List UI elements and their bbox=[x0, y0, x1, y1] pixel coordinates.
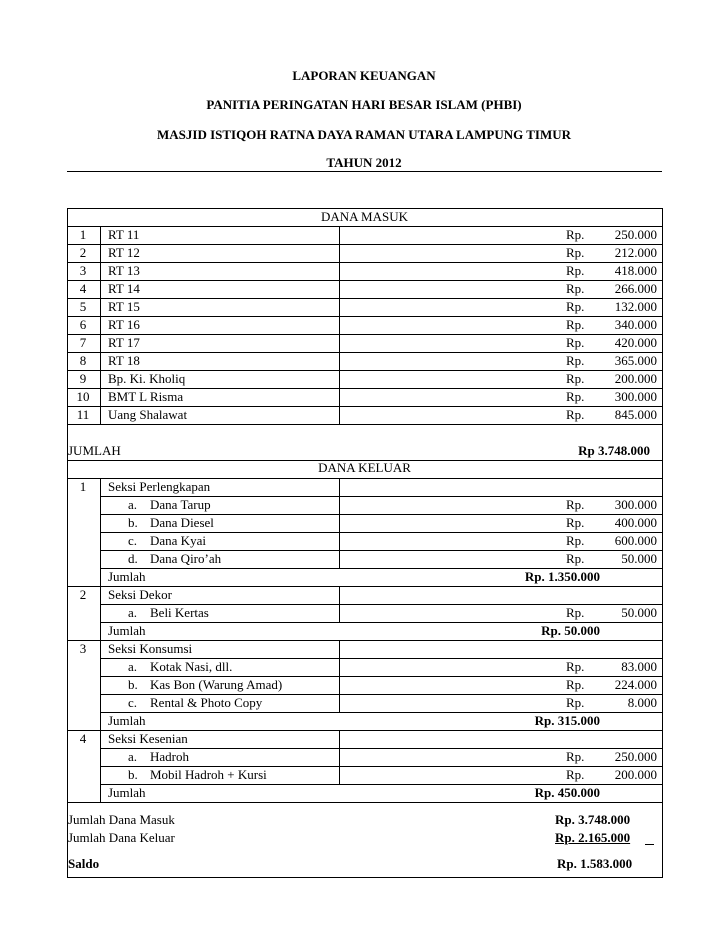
column-divider bbox=[100, 226, 101, 424]
currency-label: Rp. bbox=[566, 659, 585, 674]
total-expense-value: Rp. 2.165.000 bbox=[555, 830, 631, 845]
currency-label: Rp. bbox=[566, 389, 585, 404]
section-number: 3 bbox=[79, 641, 87, 656]
row-number: 9 bbox=[79, 371, 87, 386]
expense-amount: 400.000 bbox=[614, 515, 657, 530]
column-divider bbox=[100, 586, 101, 640]
expense-amount: 224.000 bbox=[614, 677, 657, 692]
income-amount: 845.000 bbox=[614, 407, 657, 422]
item-letter: a. bbox=[128, 749, 138, 764]
currency-label: Rp. bbox=[566, 605, 585, 620]
currency-label: Rp. bbox=[566, 497, 585, 512]
row-number: 1 bbox=[79, 227, 87, 242]
income-amount: 418.000 bbox=[614, 263, 657, 278]
subtotal-label: Jumlah bbox=[108, 785, 146, 800]
currency-label: Rp. bbox=[566, 551, 585, 566]
expense-amount: 50.000 bbox=[621, 605, 657, 620]
section-heading-dana-masuk: DANA MASUK bbox=[320, 209, 409, 224]
income-amount: 132.000 bbox=[614, 299, 657, 314]
currency-label: Rp. bbox=[566, 515, 585, 530]
column-divider bbox=[339, 640, 340, 712]
expense-item: Dana Tarup bbox=[150, 497, 211, 512]
column-divider bbox=[100, 478, 101, 586]
currency-label: Rp. bbox=[566, 299, 585, 314]
income-amount: 200.000 bbox=[614, 371, 657, 386]
expense-item: Dana Qiro’ah bbox=[150, 551, 222, 566]
expense-amount: 250.000 bbox=[614, 749, 657, 764]
section-number: 4 bbox=[79, 731, 87, 746]
currency-label: Rp. bbox=[566, 677, 585, 692]
income-source: RT 12 bbox=[108, 245, 140, 260]
total-expense-label: Jumlah Dana Keluar bbox=[68, 830, 175, 845]
currency-label: Rp. bbox=[566, 767, 585, 782]
expense-item: Kotak Nasi, dll. bbox=[150, 659, 233, 674]
section-number: 1 bbox=[79, 479, 87, 494]
income-source: Uang Shalawat bbox=[108, 407, 188, 422]
item-letter: a. bbox=[128, 605, 138, 620]
row-number: 4 bbox=[79, 281, 87, 296]
expense-item: Beli Kertas bbox=[150, 605, 209, 620]
item-letter: a. bbox=[128, 497, 138, 512]
expense-item: Dana Diesel bbox=[150, 515, 214, 530]
subtotal-value: Rp. 450.000 bbox=[534, 785, 600, 800]
income-source: RT 18 bbox=[108, 353, 140, 368]
expense-item: Mobil Hadroh + Kursi bbox=[150, 767, 267, 782]
row-number: 11 bbox=[76, 407, 90, 422]
income-amount: 250.000 bbox=[614, 227, 657, 242]
expense-section-name: Seksi Kesenian bbox=[108, 731, 188, 746]
expense-section-name: Seksi Konsumsi bbox=[108, 641, 193, 656]
expense-amount: 300.000 bbox=[614, 497, 657, 512]
column-divider bbox=[67, 208, 68, 878]
currency-label: Rp. bbox=[566, 281, 585, 296]
item-letter: b. bbox=[128, 767, 138, 782]
currency-label: Rp. bbox=[566, 749, 585, 764]
income-amount: 300.000 bbox=[614, 389, 657, 404]
currency-label: Rp. bbox=[566, 227, 585, 242]
income-amount: 365.000 bbox=[614, 353, 657, 368]
mosque-name: MASJID ISTIQOH RATNA DAYA RAMAN UTARA LAMPUNG TIMUR bbox=[157, 127, 571, 142]
report-year: TAHUN 2012 bbox=[326, 155, 402, 170]
section-heading-dana-keluar: DANA KELUAR bbox=[318, 460, 411, 475]
income-total-label: JUMLAH bbox=[68, 443, 121, 458]
column-divider bbox=[662, 208, 663, 878]
currency-label: Rp. bbox=[566, 335, 585, 350]
subtotal-label: Jumlah bbox=[108, 713, 146, 728]
row-number: 10 bbox=[76, 389, 90, 404]
currency-label: Rp. bbox=[566, 371, 585, 386]
column-divider bbox=[339, 226, 340, 424]
row-number: 7 bbox=[79, 335, 87, 350]
income-source: RT 14 bbox=[108, 281, 140, 296]
balance-label: Saldo bbox=[68, 856, 100, 871]
income-amount: 340.000 bbox=[614, 317, 657, 332]
item-letter: d. bbox=[128, 551, 138, 566]
expense-amount: 83.000 bbox=[621, 659, 657, 674]
column-divider bbox=[339, 730, 340, 784]
expense-item: Kas Bon (Warung Amad) bbox=[150, 677, 283, 692]
item-letter: b. bbox=[128, 677, 138, 692]
subtotal-label: Jumlah bbox=[108, 569, 146, 584]
row-divider bbox=[67, 877, 663, 878]
currency-label: Rp. bbox=[566, 245, 585, 260]
row-number: 8 bbox=[79, 353, 87, 368]
income-amount: 420.000 bbox=[614, 335, 657, 350]
subtotal-value: Rp. 1.350.000 bbox=[524, 569, 600, 584]
subtotal-label: Jumlah bbox=[108, 623, 146, 638]
expense-amount: 600.000 bbox=[614, 533, 657, 548]
currency-label: Rp. bbox=[566, 695, 585, 710]
expense-item: Dana Kyai bbox=[150, 533, 206, 548]
item-letter: c. bbox=[128, 695, 138, 710]
currency-label: Rp. bbox=[566, 407, 585, 422]
income-source: RT 17 bbox=[108, 335, 140, 350]
expense-section-name: Seksi Dekor bbox=[108, 587, 172, 602]
header-underline bbox=[67, 171, 662, 172]
column-divider bbox=[339, 478, 340, 568]
column-divider bbox=[339, 586, 340, 622]
income-source: Bp. Ki. Kholiq bbox=[108, 371, 186, 386]
committee-name: PANITIA PERINGATAN HARI BESAR ISLAM (PHBI) bbox=[206, 97, 522, 112]
currency-label: Rp. bbox=[566, 317, 585, 332]
row-number: 6 bbox=[79, 317, 87, 332]
income-amount: 212.000 bbox=[614, 245, 657, 260]
income-amount: 266.000 bbox=[614, 281, 657, 296]
subtotal-value: Rp. 315.000 bbox=[534, 713, 600, 728]
income-source: RT 16 bbox=[108, 317, 140, 332]
income-source: RT 11 bbox=[108, 227, 140, 242]
total-income-value: Rp. 3.748.000 bbox=[555, 812, 631, 827]
item-letter: b. bbox=[128, 515, 138, 530]
total-income-label: Jumlah Dana Masuk bbox=[68, 812, 175, 827]
income-source: BMT L Risma bbox=[108, 389, 184, 404]
currency-label: Rp. bbox=[566, 263, 585, 278]
row-divider bbox=[67, 424, 663, 425]
expense-amount: 8.000 bbox=[627, 695, 657, 710]
minus-sign bbox=[645, 844, 654, 845]
expense-item: Rental & Photo Copy bbox=[150, 695, 263, 710]
currency-label: Rp. bbox=[566, 353, 585, 368]
row-number: 5 bbox=[79, 299, 87, 314]
income-source: RT 15 bbox=[108, 299, 140, 314]
item-letter: c. bbox=[128, 533, 138, 548]
section-number: 2 bbox=[79, 587, 87, 602]
subtotal-value: Rp. 50.000 bbox=[541, 623, 600, 638]
report-title: LAPORAN KEUANGAN bbox=[292, 68, 436, 83]
expense-amount: 200.000 bbox=[614, 767, 657, 782]
income-source: RT 13 bbox=[108, 263, 140, 278]
row-number: 3 bbox=[79, 263, 87, 278]
column-divider bbox=[100, 640, 101, 730]
column-divider bbox=[100, 730, 101, 802]
row-number: 2 bbox=[79, 245, 87, 260]
currency-label: Rp. bbox=[566, 533, 585, 548]
income-total-value: Rp 3.748.000 bbox=[578, 443, 650, 458]
row-divider bbox=[67, 802, 663, 803]
expense-item: Hadroh bbox=[150, 749, 189, 764]
expense-amount: 50.000 bbox=[621, 551, 657, 566]
item-letter: a. bbox=[128, 659, 138, 674]
balance-value: Rp. 1.583.000 bbox=[557, 856, 633, 871]
expense-section-name: Seksi Perlengkapan bbox=[108, 479, 211, 494]
